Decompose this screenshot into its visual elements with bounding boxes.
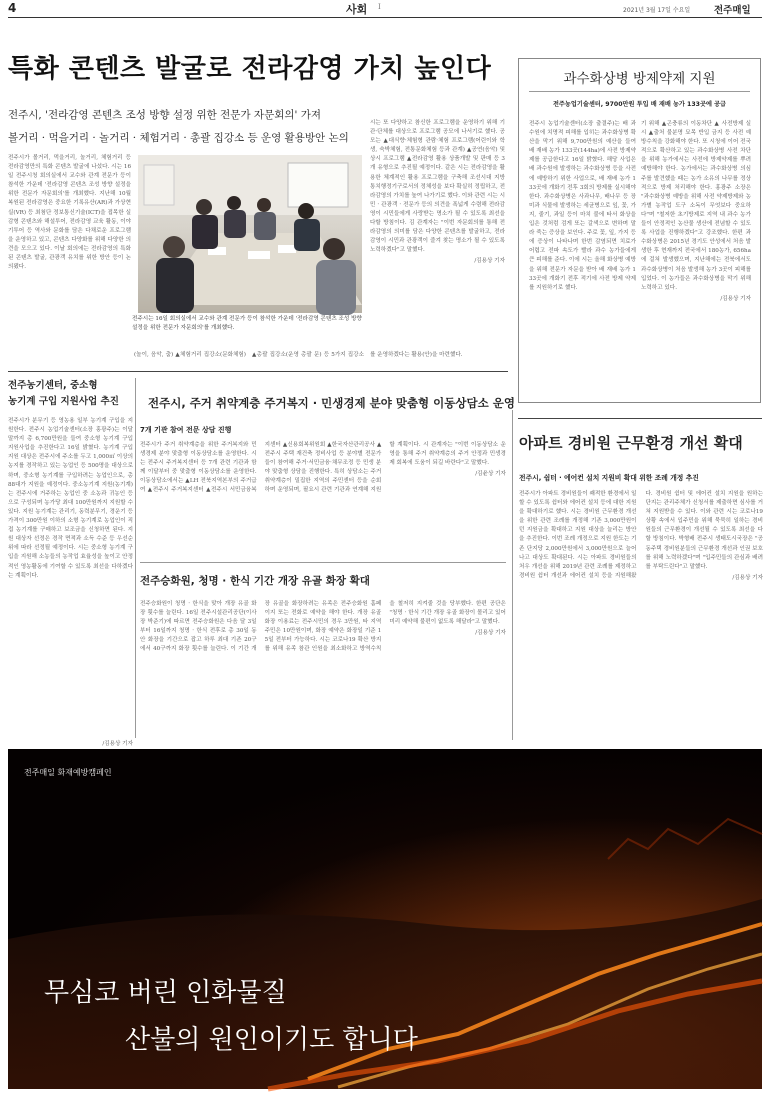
main-article-column-3 (370, 119, 505, 366)
section-name: 사회 (346, 3, 368, 16)
column-divider (135, 378, 136, 738)
main-subhead-1: 전주시, '전라감영 콘텐츠 조성 방향 설정 위한 전문가 자문회의' 가져 (8, 109, 322, 121)
crematorium-byline: /김용상 기자 (475, 630, 506, 637)
housing-byline: /김윤상 기자 (475, 471, 506, 478)
page-number: 4 (8, 1, 17, 15)
ad-message-line-1: 무심코 버린 인화물질 (44, 978, 287, 1008)
sidebar-byline: /김용상 기자 (720, 295, 751, 302)
farm-machinery-subhead: 농기계 구입 지원사업 추진 (8, 396, 119, 407)
main-article-column-3-text: 시는 또 다양하고 참신한 프로그램을 운영하기 위해 기관·단체를 대상으로 프로그램 공모에 나서기로 했다. 공모는 ▲대식향·체험형 관람·체험 프로그램(어린이와 학생, 숙박체험, 전통문화체험 등과 관계) ▲공연(음악) 및 상시 프로그램 ▲전라감영 활용 상품개발 및 판매 등 3개 유형으로 추진될 예정이다. 같은 시는 전라감영을 활용한 체계적인 활용 프로그램을 구축해 조선시대 지방 통치행정기구로서의 정체성을 보다 확실히 정립하고, 전라감영의 가치를 높여 나가기로 했다. 이와 관련 시는 시민 · 관광객 · 전문가 등의 의견을 폭넓게 수렴해 전라감영이 시민들에게 사랑받는 명소가 될 수 있도록 최선을 다할 방침이다. 김 관계자는 "이번 자문회의를 통해 전라감영의 의미를 담은 다양한 콘텐츠를 발굴하고, 전라감영이 시민과 관광객이 즐겨 찾는 명소가 될 수 있도록 노력하겠다"고 말했다. (370, 120, 505, 254)
farm-machinery-body: 전주시가 분무기 등 영농용 일부 농기계 구입을 지원한다. 전주시 농업기술센터(소장 홍광주)는 이달 말까지 총 6,700만원을 들여 중소형 농기계 구입 지원사업을 추진한다고 16일 밝혔다. 농기계 구입 지원 대상은 전주시에 주소를 두고 1,000㎡ 이상의 농지를 경작하고 있는 농업인 등 500명을 대상으로 하며, 중소형 농기계를 구입하려는 농업인으로, 총 88대가 지원을 예정이다. 중소농기계 지원(농기계)는 전주시에 거주하는 농업인 중 소농과 귀농인 등으로 구성되며 농가당 최대 100만원까지 지원할 수 있다. 지원 농기계는 관리기, 동력분무기, 경운기 등 가격이 300만원 이하의 소형 농기계로 농업인이 직접 농기계를 구매하고 보조금을 신청하면 된다. 지원 대상자 선정은 경작 면적과 소득 수준 등 우선순위에 따라 선정될 예정이다. 시는 중소형 농기계 구입을 지원해 소농들의 농작업 효율성을 높이고 안정적인 영농활동에 기여할 수 있도록 최선을 다하겠다는 계획이다. (8, 418, 133, 579)
paper-name: 전주매일 (714, 5, 751, 16)
apartment-subhead: 전주시, 쉼터 · 에어컨 설치 지원비 확대 위한 조례 개정 추진 (519, 474, 699, 482)
housing-headline: 전주시, 주거 취약계층 주거복지 · 민생경제 분야 맞춤형 이동상담소 운영 (148, 396, 515, 410)
sidebar-headline: 과수화상병 방제약제 지원 (563, 71, 716, 87)
main-subhead-2: 볼거리 · 먹을거리 · 놀거리 · 체험거리 · 총괄 집강소 등 운영 활용방안 논의 (8, 132, 349, 144)
apt-top-rule (518, 418, 762, 419)
crematorium-body (140, 600, 506, 736)
housing-body (140, 441, 506, 555)
sidebar-column-1: 전주시 농업기술센터(소장 출결주)는 배 과수원에 치명적 피해를 입히는 과수화상병 확산을 막기 위해 9,700만원의 예산을 들여 배 재배 농가 133곳(144ha)에 사전 방제약제를 공급한다고 16일 밝혔다. 해당 사업은 배 과수원에 발생하는 과수화상병 등을 사전에 예방하기 위한 사업으로, 배 재배 농가 133곳에 개화기 전후 3회의 방제를 실시해야 한다. 과수화상병은 사과나무, 배나무 등 장미과 식물에 발생하는 세균병으로 잎, 꽃, 가지, 줄기, 과일 등이 마치 불에 타서 화상을 입은 것처럼 검게 또는 갈색으로 변하며 말라 죽는 증상을 보인다. 주로 꽃, 잎, 가지 등에 증상이 나타나며 한번 감염되면 치료가 어렵고 전파 속도가 빨라 과수 농가들에게 큰 피해를 준다. 이에 시는 올해 화상병 예방을 위해 전문가 자문을 받아 배 재배 농가 133곳에 개화기 전후 적기에 사전 방제 약제를 지원하기로 했다. (529, 121, 636, 291)
sidebar-article (518, 58, 761, 403)
issue-date: 2021년 3월 17일 수요일 (623, 7, 691, 14)
crematorium-body-text: 전주승화원이 청명 · 한식을 맞아 개장 유골 화장 횟수를 늘린다. 16일 전주시설관리공단(이사장 박준기)에 따르면 전주승화원은 다음 달 3일부터 16일까지 청명 · 한식 전후로 총 30일 동안 화장을 기간으로 잡고 하루 최대 기존 20구에서 40구까지 화장 횟수를 늘린다. 이 기간 개장 유골을 화장하려는 유족은 전주승화원 홈페이지 또는 전화로 예약을 해야 한다. 개장 유골 화장 이용료는 전주시민의 경우 3만원, 타 지역 주민은 10만원이며, 화장 예약은 화장일 기준 15일 전부터 가능하다. 시는 코로나19 확산 방지를 위해 유족 참관 인원을 최소화하고 방역수칙을 철저히 지켜줄 것을 당부했다. 한편 공단은 "청명 · 한식 기간 개장 유골 화장이 몰리고 있어 미리 예약해 불편이 없도록 해달라"고 말했다. (140, 601, 506, 653)
housing-body-text: 전주시가 주거 취약계층을 위한 주거복지와 민생경제 분야 맞춤형 이동상담소를 운영한다. 시는 전주시 주거복지센터 등 7개 관련 기관과 함께 이달부터 중 맞춤형 이동상담소를 운영한다. 이동상담소에서는 ▲LH 전북지역본부의 주거급여 ▲전주시 주거복지센터 ▲전주시 서민금융복지센터 ▲신용회복위원회 ▲한국자산관리공사 ▲전주시 주택 재건축 정비사업 등 분야별 전문가들이 참여해 주거·서민금융·채무조정 등 민생 분야 맞춤형 상담을 진행한다. 특히 상담소는 주거 취약계층이 밀집한 지역의 주민센터 등을 순회하며 운영되며, 필요시 관련 기관과 연계해 지원할 계획이다. 시 관계자는 "이번 이동상담소 운영을 통해 주거 취약계층의 주거 안정과 민생경제 회복에 도움이 되길 바란다"고 말했다. (140, 442, 506, 494)
apartment-body-text: 전주시가 아파트 경비원들이 쾌적한 환경에서 일할 수 있도록 쉼터와 에어컨 설치 등에 대한 지원을 확대하기로 했다. 시는 경비원 근무환경 개선을 위한 관련 조례를 개정해 기존 3,000만원이던 지원금을 확대하고 지원 대상을 늘리는 방안을 추진한다. 이번 조례 개정으로 지원 한도는 기존 단지당 2,000만원에서 3,000만원으로 늘어나고 대상도 확대된다. 시는 아파트 경비원들의 처우 개선을 위해 2019년 관련 조례를 제정하고 경비원 쉼터 개선과 에어컨 설치 등을 지원해왔다. 경비원 쉼터 및 에어컨 설치 지원을 원하는 단지는 관리주체가 신청서를 제출하면 심사를 거쳐 지원받을 수 있다. 이와 관련 시는 코로나19 상황 속에서 입주민을 위해 묵묵히 일하는 경비원들의 근무환경이 개선될 수 있도록 최선을 다할 방침이다. 박형배 전주시 생태도시국장은 "공동주택 경비원분들의 근무환경 개선과 인권 보호를 위해 노력하겠다"며 "입주민들의 관심과 배려를 부탁드린다"고 말했다. (519, 491, 763, 579)
photo-caption: 전주시는 16일 회의실에서 교수와 관계 전문가 등이 참석한 가운데 '전라감영 콘텐츠 조성 방향 설정을 위한 전문가 자문회의'를 개최했다. (132, 316, 362, 331)
apartment-byline: /김용상 기자 (732, 574, 763, 581)
farm-machinery-byline: /김용상 기자 (102, 741, 133, 747)
article-divider (140, 562, 506, 563)
main-article-column-1: 전주시가 볼거리, 먹을거리, 놀거리, 체험거리 등 전라감영만의 특화 콘텐츠 발굴에 나섰다. 시는 16일 전주시청 회의실에서 교수와 관계 전문가 등이 참석한 가운데 '전라감영 콘텐츠 조성 방향 설정을 위한 전문가 자문회의'를 개최했다. 지난해 10월 복원된 전라감영은 중요한 기록유산(AR)과 가상현실(VR) 등 최첨단 정보통신기술(ICT)을 접목한 실감형 콘텐츠와 해설투어, 전라감영 교육 활동, 이야기투어 등 역사와 문화를 담은 다채로운 프로그램을 운영하고 있고, 콘텐츠 다양화를 위해 다양한 의견을 모으고 있다. 이날 회의에는 전라감영의 특화된 콘텐츠 발굴, 관광객 유치를 위한 방안 등이 논의됐다. (8, 155, 131, 271)
sidebar-column-2-text: 기 위해 ▲곤충류의 이동차단 ▲ 사전방제 실시 ▲출처 불분명 묘목 반입 금지 등 사전 예방수칙을 강화해야 한다. 또 시청에 이어 전국적으로 확산하고 있는 과수화상병 사전 차단을 위해 농가에서는 사전에 방제약제를 뿌려 예방해야 한다. 농가에서는 과수화상병 의심주를 발견했을 때는 농가 소유의 나무를 정상적으로 방제 처리해야 한다. 홍광주 소장은 "과수화상병 예방을 위해 사전 약제방제와 농가별 농작업 도구 소독이 무엇보다 중요하다"며 "철저한 초기방제로 지역 내 과수 농가들이 안정적인 농산물 생산에 전념할 수 있도록 사업을 진행하겠다"고 강조했다. 한편 과수화상병은 2015년 경기도 안성에서 처음 발생한 후 현재까지 전국에서 180농가, 656ha에 걸쳐 발생했으며, 지난해에는 전북에서도 과수화상병이 처음 발생해 농가 3곳이 피해를 입었다. 이 농가들은 과수화상병을 막기 위해 노력하고 있다. (641, 121, 751, 291)
ad-message-line-2: 산불의 원인이기도 합니다 (125, 1025, 418, 1055)
meeting-photo (138, 155, 362, 313)
ad-campaign-title: 전주매일 화재예방캠페인 (24, 768, 112, 777)
page-header (8, 0, 762, 18)
sidebar-subhead: 전주농업기술센터, 9700만원 투입 배 재배 농가 133곳에 공급 (552, 101, 727, 108)
sidebar-column-2 (641, 120, 751, 397)
main-headline: 특화 콘텐츠 발굴로 전라감영 가치 높인다 (8, 54, 492, 84)
sidebar-divider (529, 91, 750, 92)
main-article-byline: /김용상 기자 (474, 258, 505, 265)
crematorium-headline: 전주승화원, 청명 · 한식 기간 개장 유골 화장 확대 (140, 575, 370, 587)
meeting-photo-illustration (138, 155, 362, 313)
fire-prevention-ad (8, 749, 762, 1089)
apartment-body (519, 490, 763, 730)
column-divider-right (512, 410, 513, 740)
apartment-headline: 아파트 경비원 근무환경 개선 확대 (519, 434, 743, 452)
housing-subhead: 7개 기관 참여 전문 상담 진행 (140, 426, 232, 434)
section-mark: I (378, 3, 381, 11)
section-divider (8, 371, 508, 372)
farm-machinery-headline: 전주농기센터, 중소형 (8, 380, 98, 391)
main-article-column-2: (놀이, 음악, 춤) ▲체험거리 집강소(문화체험) ▲총괄 집강소(운영 총괄 문) 등 5가지 집강소를 운영하겠다는 활용(안)을 마련했다. (134, 352, 463, 358)
